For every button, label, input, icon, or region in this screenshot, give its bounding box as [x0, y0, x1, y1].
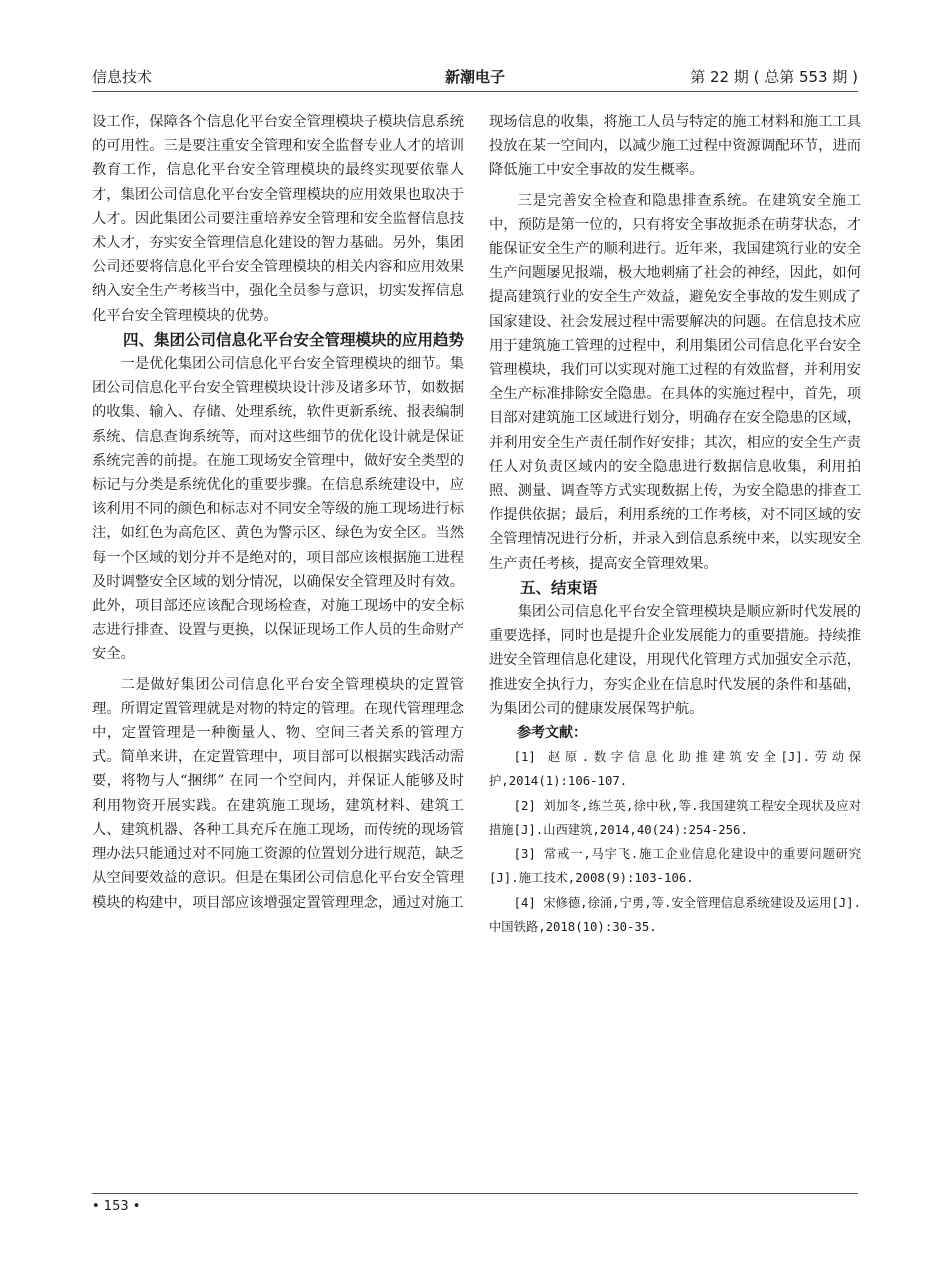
footer-divider: [92, 1193, 858, 1194]
paragraph-safety-inspection: 三是完善安全检查和隐患排查系统。在建筑安全施工中，预防是第一位的，只有将安全事故扼杀在萌芽状态，才能保证安全生产的顺利进行。近年来，我国建筑行业的安全生产问题屡见报端，极大地刺痛了社会的神经，因此，如何提高建筑行业的安全生产效益，避免安全事故的发生则成了国家建设、社会发展过程中需要解决的问题。在信息技术应用于建筑施工管理的过程中，利用集团公司信息化平台安全管理模块，我们可以实现对施工过程的有效监督，并利用安全生产标准排除安全隐患。在具体的实施过程中，首先，项目部对建筑施工区域进行划分，明确存在安全隐患的区域，并利用安全生产责任制作好安排；其次，相应的安全生产责任人对负责区域内的安全隐患进行数据信息收集，利用拍照、测量、调查等方式实现数据上传，为安全隐患的排查工作提供依据；最后，利用系统的工作考核，对不同区域的安全管理情况进行分析，并录入到信息系统中来，以实现安全生产责任考核，提高安全管理效果。: [489, 192, 861, 572]
section-heading-4: 四、集团公司信息化平台安全管理模块的应用趋势: [123, 330, 465, 349]
paragraph-optimize-details: 一是优化集团公司信息化平台安全管理模块的细节。集团公司信息化平台安全管理模块设计涉及诸多环节，如数据的收集、输入、存储、处理系统，软件更新系统、报表编制系统、信息查询系统等，而对这些细节的优化设计就是保证系统完善的前提。在施工现场安全管理中，做好安全类型的标记与分类是系统优化的重要步骤。在信息系统建设中，应该利用不同的颜色和标志对不同安全等级的施工现场进行标注，如红色为高危区、黄色为警示区、绿色为安全区。当然每一个区域的划分并不是绝对的，项目部应该根据施工进程及时调整安全区域的划分情况，以确保安全管理及时有效。此外，项目部还应该配合现场检查，对施工现场中的安全标志进行排查、设置与更换，以保证现场工作人员的生命财产安全。: [92, 356, 464, 663]
header-section-label: 信息技术: [92, 68, 153, 86]
reference-item: [1] 赵原.数字信息化助推建筑安全[J].劳动保护,2014(1):106-107.: [489, 750, 861, 789]
paragraph-conclusion: 集团公司信息化平台安全管理模块是顺应新时代发展的重要选择，同时也是提升企业发展能力的重要措施。持续推进安全管理信息化建设，用现代化管理方式加强安全示范，推进安全执行力，夯实企业在信息时代发展的条件和基础，为集团公司的健康发展保驾护航。: [489, 604, 861, 717]
header-journal-name: 新潮电子: [444, 68, 505, 86]
paragraph-fixed-position-management: 二是做好集团公司信息化平台安全管理模块的定置管理。所谓定置管理就是对物的特定的管理。在现代管理理念中，定置管理是一种衡量人、物、空间三者关系的管理方式。简单来讲，在定置管理中，项目部可以根据实践活动需要，将物与人“捆绑” 在同一个空间内，并保证人能够及时利用物资开展实践。在建筑施工现场，建筑材料、建筑工人、建筑机器、各种工具充斥在施工现场，而传统的现场管理办法只能通过对不同施工资源的位置划分进行规范，缺乏从空间要效益的意识。但是在集团公司信息化平台安全管理模块的构建中，项目部应该增强定置管理理念，通过对施工: [92, 676, 464, 911]
page-number: • 153 •: [92, 1199, 141, 1214]
header-divider: [92, 91, 858, 92]
right-column: [489, 110, 861, 939]
reference-item: [2] 刘加冬,练兰英,徐中秋,等.我国建筑工程安全现状及应对措施[J].山西建筑,2014,40(24):254-256.: [489, 798, 861, 837]
section-heading-5: 五、结束语: [520, 578, 598, 597]
reference-item: [3] 常戒一,马宇飞.施工企业信息化建设中的重要问题研究[J].施工技术,2008(9):103-106.: [489, 847, 861, 886]
references-title: 参考文献：: [517, 725, 587, 742]
header-issue-number: 第 22 期 ( 总第 553 期 ): [690, 68, 858, 86]
left-column: [92, 110, 464, 915]
page-header: [92, 66, 858, 88]
paragraph-talent-training: 设工作，保障各个信息化平台安全管理模块子模块信息系统的可用性。三是要注重安全管理和安全监督专业人才的培训教育工作，信息化平台安全管理模块的最终实现要依靠人才，集团公司信息化平台安全管理模块的应用效果也取决于人才。因此集团公司要注重培养安全管理和安全监督信息技术人才，夯实安全管理信息化建设的智力基础。另外，集团公司还要将信息化平台安全管理模块的相关内容和应用效果纳入安全生产考核当中，强化全员参与意识，切实发挥信息化平台安全管理模块的优势。: [92, 114, 464, 324]
paragraph-site-info-collection: 现场信息的收集，将施工人员与特定的施工材料和施工工具投放在某一空间内，以减少施工过程中资源调配环节，进而降低施工中安全事故的发生概率。: [489, 114, 861, 179]
reference-item: [4] 宋修德,徐涌,宁勇,等.安全管理信息系统建设及运用[J].中国铁路,2018(10):30-35.: [489, 895, 861, 934]
